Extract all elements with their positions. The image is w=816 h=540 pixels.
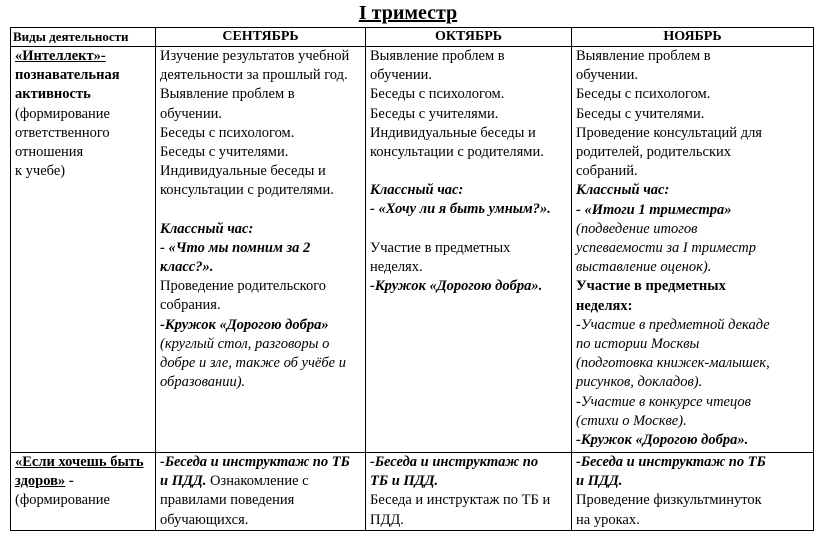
cell-text: образовании). — [160, 374, 246, 391]
cell-text: консультации с родителями. — [160, 182, 334, 199]
cell-text: -Беседа и инструктаж по ТБ — [160, 454, 350, 470]
cell-text: - «Итоги 1 триместра» — [576, 201, 732, 218]
cell-text: собрания. — [160, 297, 221, 314]
cell-text: по истории Москвы — [576, 336, 700, 353]
cell-text: родителей, родительских — [576, 144, 732, 161]
spacer — [370, 162, 568, 181]
cell-text: деятельности за прошлый год. — [160, 67, 348, 84]
cell-text: на уроках. — [576, 511, 640, 528]
cell-text: Беседа и инструктаж по ТБ и — [370, 492, 551, 509]
header-activity: Виды деятельности — [11, 28, 156, 47]
november-cell — [572, 47, 814, 453]
header-september: СЕНТЯБРЬ — [156, 28, 366, 47]
september-cell — [156, 47, 366, 453]
activity-desc: (формирование — [15, 492, 110, 509]
header-october: ОКТЯБРЬ — [366, 28, 572, 47]
cell-text: - «Хочу ли я быть умным?». — [370, 201, 551, 218]
activity-desc: (формирование — [15, 105, 110, 122]
cell-text: правилами поведения — [160, 492, 295, 509]
spacer — [160, 201, 362, 220]
cell-text: -Кружок «Дорогою добра». — [370, 278, 543, 295]
cell-text: обучении. — [370, 67, 432, 84]
cell-text: Беседы с психологом. — [160, 124, 295, 141]
cell-text: (круглый стол, разговоры о — [160, 335, 330, 352]
cell-text: неделях: — [576, 297, 633, 314]
cell-text: добре и зле, также об учёбе и — [160, 355, 346, 372]
cell-text: Классный час: — [576, 182, 670, 199]
cell-text: и ПДД. — [576, 473, 623, 490]
cell-text: ПДД. — [370, 511, 404, 528]
cell-text: Проведение родительского — [160, 278, 327, 295]
cell-text: Беседы с психологом. — [370, 86, 505, 103]
activity-desc: отношения — [15, 144, 84, 161]
cell-text: -Кружок «Дорогою добра». — [576, 432, 749, 449]
cell-text: обучающихся. — [160, 511, 249, 528]
cell-text: класс?». — [160, 259, 214, 276]
cell-text: (стихи о Москве). — [576, 412, 687, 429]
cell-text: (подведение итогов — [576, 220, 698, 237]
table-header-row — [11, 28, 814, 47]
cell-text: Классный час: — [160, 220, 254, 237]
cell-text: Выявление проблем в — [160, 86, 295, 103]
activity-name: «Интеллект»- — [15, 48, 106, 64]
table-row — [11, 453, 814, 531]
cell-text: успеваемости за I триместр — [576, 240, 756, 257]
cell-text: Изучение результатов учебной — [160, 48, 350, 64]
cell-text: -Беседа и инструктаж по ТБ — [576, 454, 766, 470]
cell-text: и ПДД. — [160, 473, 207, 490]
activity-cell — [11, 453, 156, 531]
cell-text: неделях. — [370, 258, 423, 275]
cell-text: выставление оценок). — [576, 259, 712, 276]
cell-text: Классный час: — [370, 182, 464, 199]
cell-text: -Участие в предметной декаде — [576, 316, 770, 333]
cell-text: - «Что мы помним за 2 — [160, 239, 311, 256]
cell-text: (подготовка книжек-малышек, — [576, 355, 770, 372]
cell-text: Участие в предметных — [576, 278, 726, 295]
activity-name: познавательная — [15, 67, 120, 84]
activity-cell — [11, 47, 156, 453]
cell-text: Участие в предметных — [370, 239, 511, 256]
cell-text: -Беседа и инструктаж по — [370, 454, 539, 470]
cell-text: Проведение консультаций для — [576, 124, 762, 141]
cell-text: Выявление проблем в — [576, 48, 711, 64]
cell-text: Проведение физкультминуток — [576, 492, 762, 509]
october-cell — [366, 453, 572, 531]
activity-name: активность — [15, 86, 91, 103]
plan-table — [10, 27, 814, 531]
table-row — [11, 47, 814, 453]
activity-name: «Если хочешь быть — [15, 454, 144, 470]
activity-desc: ответственного — [15, 124, 110, 141]
cell-text: Беседы с учителями. — [160, 144, 289, 161]
cell-text: -Кружок «Дорогою добра» — [160, 316, 329, 333]
page-title: I триместр — [358, 2, 458, 24]
cell-text: Беседы с психологом. — [576, 86, 711, 103]
november-cell — [572, 453, 814, 531]
header-november: НОЯБРЬ — [572, 28, 814, 47]
october-cell — [366, 47, 572, 453]
cell-text: Выявление проблем в — [370, 48, 505, 64]
cell-text: консультации с родителями. — [370, 144, 544, 161]
cell-text: Индивидуальные беседы и — [160, 163, 326, 180]
activity-dash: - — [65, 473, 74, 490]
cell-text: -Участие в конкурсе чтецов — [576, 393, 751, 410]
cell-text: обучении. — [576, 67, 638, 84]
cell-text: ТБ и ПДД. — [370, 473, 439, 490]
activity-desc: к учебе) — [15, 163, 66, 180]
cell-text: Беседы с учителями. — [576, 105, 705, 122]
cell-text: собраний. — [576, 163, 638, 180]
cell-text: Ознакомление с — [206, 473, 309, 490]
cell-text: обучении. — [160, 105, 222, 122]
cell-text: Беседы с учителями. — [370, 105, 499, 122]
spacer — [370, 220, 568, 239]
cell-text: Индивидуальные беседы и — [370, 124, 536, 141]
activity-name: здоров» — [15, 473, 66, 490]
cell-text: рисунков, докладов). — [576, 374, 703, 391]
september-cell — [156, 453, 366, 531]
